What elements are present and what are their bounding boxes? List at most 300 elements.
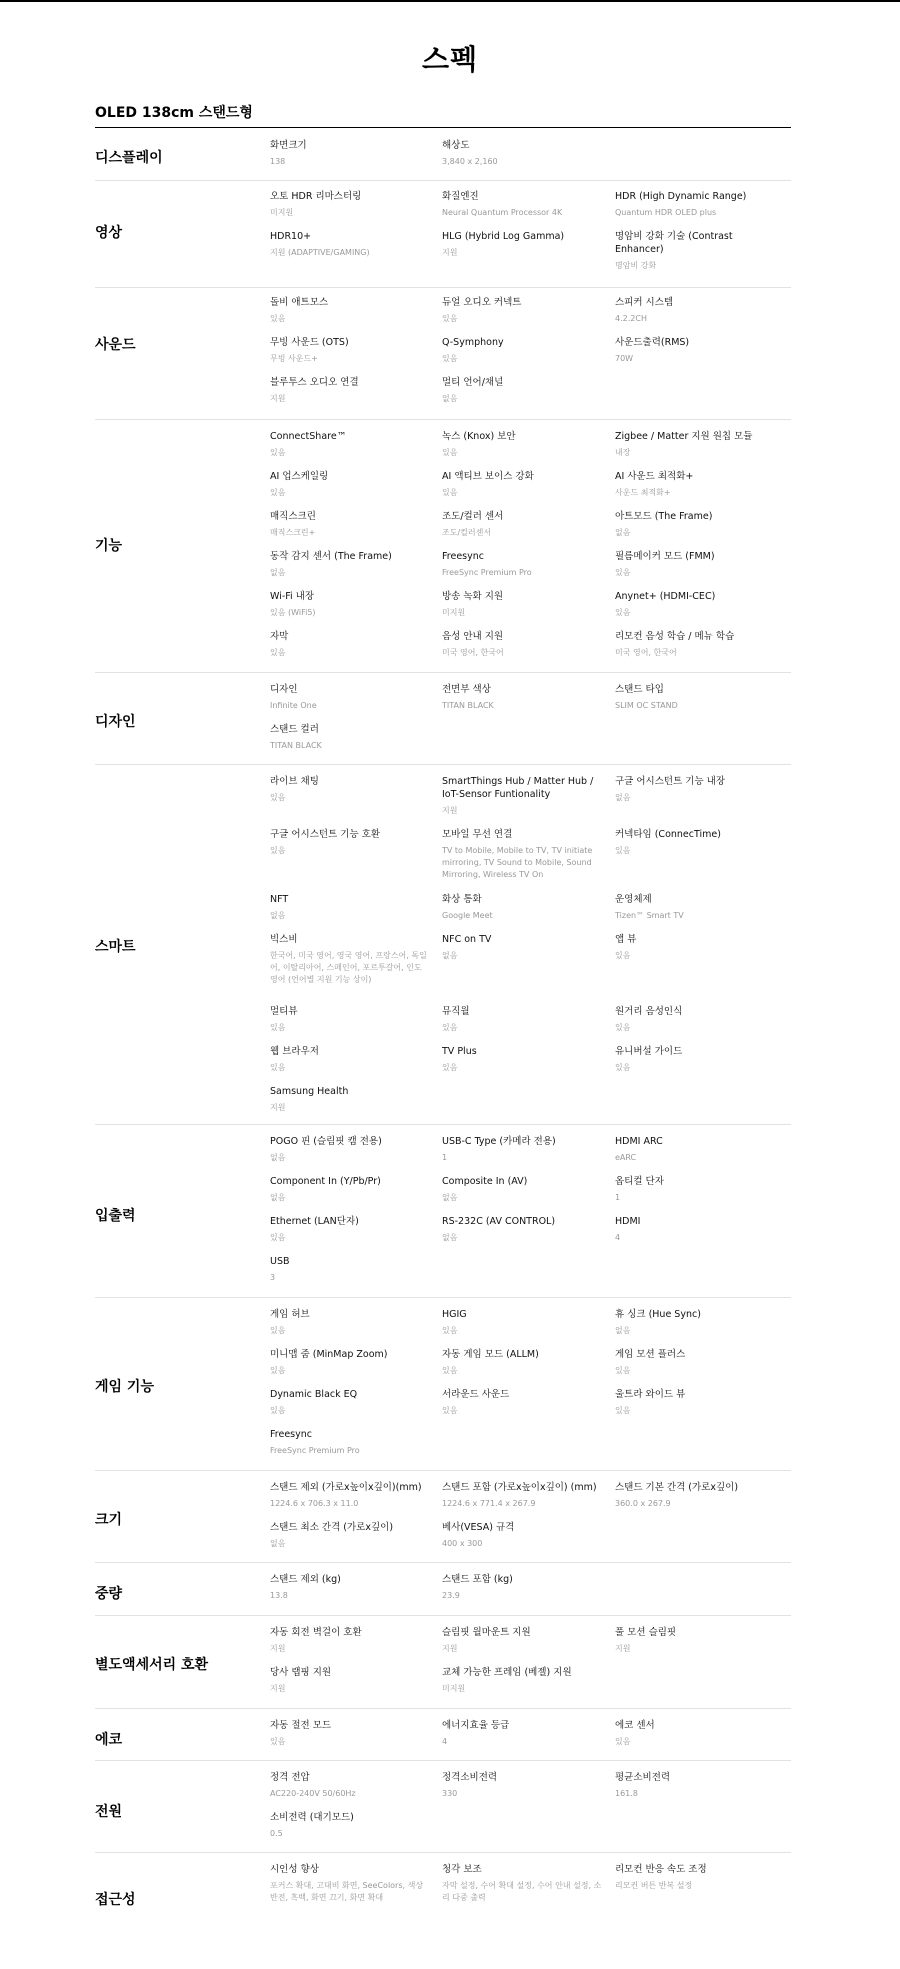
spec-item [615, 1005, 775, 1034]
spec-label: 듀얼 오디오 커넥트 [442, 297, 522, 308]
spec-label: 웹 브라우저 [270, 1046, 319, 1057]
spec-value: 3,840 x 2,160 [442, 157, 498, 166]
spec-section [95, 420, 791, 673]
spec-value: 23.9 [442, 1591, 460, 1600]
spec-item [615, 1215, 775, 1244]
spec-value: 있음 [270, 1406, 286, 1415]
spec-item [270, 1308, 430, 1337]
spec-value: 없음 [442, 394, 458, 403]
spec-item [615, 550, 775, 579]
spec-label: 평균소비전력 [615, 1772, 671, 1783]
spec-label: 스탠드 최소 간격 (가로x깊이) [270, 1522, 394, 1533]
spec-label: 동작 감지 센서 (The Frame) [270, 551, 392, 562]
spec-label: 스탠드 제외 (가로x높이x깊이)(mm) [270, 1482, 422, 1493]
spec-label: 미니맵 줌 (MinMap Zoom) [270, 1349, 388, 1360]
spec-label: 시인성 향상 [270, 1864, 319, 1875]
spec-value: 있음 [270, 488, 286, 497]
spec-item [270, 828, 430, 857]
spec-label: ConnectShare™ [270, 431, 347, 442]
spec-value: 사운드 최적화+ [615, 488, 671, 497]
spec-item [615, 1135, 775, 1164]
section-title: 전원 [95, 1804, 123, 1820]
spec-label: 앱 뷰 [615, 934, 637, 945]
spec-label: 구글 어시스턴트 기능 호환 [270, 829, 381, 840]
spec-label: Ethernet (LAN단자) [270, 1216, 359, 1227]
spec-label: Samsung Health [270, 1086, 349, 1097]
spec-item [270, 775, 430, 804]
spec-item [270, 510, 430, 539]
spec-label: 블루투스 오디오 연결 [270, 377, 359, 388]
spec-value: 없음 [270, 1153, 286, 1162]
spec-label: 리모컨 음성 학습 / 메뉴 학습 [615, 631, 735, 642]
spec-value: Google Meet [442, 911, 493, 920]
spec-item [615, 893, 775, 922]
spec-value: Tizen™ Smart TV [615, 911, 684, 920]
spec-label: 에너지효율 등급 [442, 1720, 510, 1731]
spec-item [442, 470, 602, 499]
product-divider [95, 127, 791, 128]
spec-label: 원거리 음성인식 [615, 1006, 683, 1017]
spec-value: 있음 (WiFi5) [270, 608, 316, 617]
spec-item [270, 296, 430, 325]
spec-item [270, 590, 430, 619]
spec-value: 무빙 사운드+ [270, 354, 318, 363]
section-title: 별도액세서리 호환 [95, 1657, 209, 1673]
spec-item [615, 1771, 775, 1800]
spec-item [442, 1481, 602, 1510]
spec-section [95, 137, 791, 181]
spec-label: 아트모드 (The Frame) [615, 511, 713, 522]
spec-label: 정격소비전력 [442, 1772, 498, 1783]
spec-item [615, 590, 775, 619]
spec-item [442, 1771, 602, 1800]
spec-label: 해상도 [442, 140, 470, 151]
spec-item [615, 933, 775, 962]
spec-label: 빅스비 [270, 934, 298, 945]
spec-value: 있음 [270, 1233, 286, 1242]
spec-label: 자동 회전 벽걸이 호환 [270, 1627, 362, 1638]
spec-item [442, 296, 602, 325]
spec-value: 있음 [615, 1366, 631, 1375]
spec-value: AC220-240V 50/60Hz [270, 1789, 356, 1798]
spec-label: HGIG [442, 1309, 467, 1320]
spec-value: 있음 [270, 1326, 286, 1335]
spec-item [615, 630, 775, 659]
spec-label: HDR (High Dynamic Range) [615, 191, 747, 202]
spec-value: 있음 [270, 1023, 286, 1032]
spec-item [442, 190, 602, 219]
spec-label: 운영체제 [615, 894, 652, 905]
spec-item [442, 933, 602, 962]
spec-label: 뮤직월 [442, 1006, 470, 1017]
spec-item [442, 550, 602, 579]
spec-value: 있음 [615, 1023, 631, 1032]
spec-label: USB-C Type (카메라 전용) [442, 1136, 556, 1147]
spec-value: 포커스 확대, 고대비 화면, SeeColors, 색상 반전, 흑백, 화면 끄기, 화면 확대 [270, 1881, 424, 1902]
spec-value: 138 [270, 157, 286, 166]
spec-value: 있음 [270, 448, 286, 457]
spec-item [615, 430, 775, 459]
spec-item [442, 590, 602, 619]
spec-label: 에코 센서 [615, 1720, 655, 1731]
spec-item [270, 430, 430, 459]
spec-label: HLG (Hybrid Log Gamma) [442, 231, 565, 242]
spec-item [270, 230, 430, 259]
spec-label: NFC on TV [442, 934, 492, 945]
spec-label: 울트라 와이드 뷰 [615, 1389, 686, 1400]
spec-label: TV Plus [442, 1046, 477, 1057]
spec-label: 소비전력 (대기모드) [270, 1812, 354, 1823]
spec-section [95, 1616, 791, 1709]
spec-value: SLIM OC STAND [615, 701, 678, 710]
spec-value: 미지원 [442, 1684, 466, 1693]
spec-label: 화상 통화 [442, 894, 482, 905]
spec-value: TV to Mobile, Mobile to TV, TV initiate mirroring, TV Sound to Mobile, Sound Mirroring, Wireless TV On [442, 846, 593, 879]
section-title: 스마트 [95, 939, 136, 955]
spec-item [615, 1348, 775, 1377]
spec-value: 있음 [442, 354, 458, 363]
spec-value: 있음 [442, 1406, 458, 1415]
spec-label: Q-Symphony [442, 337, 504, 348]
spec-value: 미국 영어, 한국어 [615, 648, 677, 657]
spec-label: 멀티뷰 [270, 1006, 298, 1017]
spec-section [95, 1125, 791, 1298]
spec-value: 400 x 300 [442, 1539, 483, 1548]
spec-value: 4 [442, 1737, 448, 1746]
spec-section [95, 288, 791, 420]
spec-value: 4.2.2CH [615, 314, 647, 323]
spec-item [442, 430, 602, 459]
spec-item [270, 1428, 430, 1457]
spec-section [95, 765, 791, 1125]
spec-value: 내장 [615, 448, 631, 457]
spec-value: 1 [442, 1153, 448, 1162]
spec-label: 슬림핏 월마운트 지원 [442, 1627, 531, 1638]
spec-item [615, 190, 775, 219]
spec-value: 없음 [270, 1193, 286, 1202]
spec-label: 디자인 [270, 684, 298, 695]
spec-value: 없음 [615, 793, 631, 802]
spec-label: 스피커 시스템 [615, 297, 674, 308]
spec-item [270, 1005, 430, 1034]
spec-section [95, 182, 791, 288]
section-title: 접근성 [95, 1892, 136, 1908]
spec-value: FreeSync Premium Pro [442, 568, 532, 577]
spec-item [442, 1388, 602, 1417]
spec-item [270, 336, 430, 365]
spec-label: Dynamic Black EQ [270, 1389, 358, 1400]
spec-value: 없음 [270, 911, 286, 920]
spec-item [442, 683, 602, 712]
spec-item [442, 1521, 602, 1550]
spec-item [270, 1811, 430, 1840]
spec-item [615, 1308, 775, 1337]
spec-label: AI 사운드 최적화+ [615, 471, 694, 482]
spec-value: 없음 [615, 1326, 631, 1335]
spec-value: 없음 [270, 1539, 286, 1548]
spec-value: 1224.6 x 771.4 x 267.9 [442, 1499, 536, 1508]
spec-value: 없음 [442, 951, 458, 960]
spec-value: 지원 [442, 1644, 458, 1653]
section-title: 게임 기능 [95, 1379, 154, 1395]
spec-label: Composite In (AV) [442, 1176, 528, 1187]
spec-item [270, 1863, 430, 1904]
spec-label: 스탠드 컬러 [270, 724, 319, 735]
spec-value: 지원 [270, 1684, 286, 1693]
spec-item [615, 1626, 775, 1655]
spec-label: 녹스 (Knox) 보안 [442, 431, 516, 442]
spec-label: 스탠드 타입 [615, 684, 664, 695]
spec-value: 있음 [442, 1023, 458, 1032]
spec-item [270, 1348, 430, 1377]
spec-label: 구글 어시스턴트 기능 내장 [615, 776, 726, 787]
spec-value: 지원 [270, 1103, 286, 1112]
spec-label: 게임 허브 [270, 1309, 310, 1320]
spec-value: 있음 [442, 488, 458, 497]
spec-value: 있음 [442, 1063, 458, 1072]
spec-item [615, 1045, 775, 1074]
spec-value: 자막 설정, 수어 확대 설정, 수어 안내 설정, 소리 다중 출력 [442, 1881, 602, 1902]
spec-label: Component In (Y/Pb/Pr) [270, 1176, 381, 1187]
spec-label: 풀 모션 슬림핏 [615, 1627, 677, 1638]
spec-value: 있음 [615, 1406, 631, 1415]
spec-item [442, 230, 602, 259]
spec-item [442, 1573, 602, 1602]
spec-item [442, 139, 602, 168]
spec-item [442, 1348, 602, 1377]
spec-value: 지원 [270, 1644, 286, 1653]
spec-item [270, 376, 430, 405]
spec-item [442, 1626, 602, 1655]
spec-value: 4 [615, 1233, 621, 1242]
spec-label: Wi-Fi 내장 [270, 591, 315, 602]
spec-label: Freesync [270, 1429, 312, 1440]
section-title: 영상 [95, 225, 123, 241]
spec-value: TITAN BLACK [270, 741, 322, 750]
spec-item [442, 1308, 602, 1337]
spec-value: 있음 [442, 1366, 458, 1375]
spec-item [442, 775, 602, 817]
section-title: 입출력 [95, 1208, 136, 1224]
spec-item [270, 1666, 430, 1695]
spec-item [270, 139, 430, 168]
spec-item [270, 1175, 430, 1204]
spec-label: RS-232C (AV CONTROL) [442, 1216, 556, 1227]
spec-value: 명암비 강화 [615, 261, 657, 270]
spec-value: Quantum HDR OLED plus [615, 208, 717, 217]
spec-item [442, 1045, 602, 1074]
spec-label: 라이브 채팅 [270, 776, 319, 787]
spec-label: 정격 전압 [270, 1772, 310, 1783]
spec-value: 없음 [442, 1193, 458, 1202]
spec-section [95, 1853, 791, 1963]
section-title: 사운드 [95, 337, 136, 353]
spec-value: 지원 [615, 1644, 631, 1653]
spec-value: 있음 [270, 1737, 286, 1746]
spec-item [270, 630, 430, 659]
spec-label: POGO 핀 (슬림핏 캠 전용) [270, 1136, 382, 1147]
spec-label: Freesync [442, 551, 484, 562]
spec-value: eARC [615, 1153, 637, 1162]
spec-value: 지원 [270, 394, 286, 403]
spec-value: FreeSync Premium Pro [270, 1446, 360, 1455]
spec-section [95, 1471, 791, 1563]
spec-value: 있음 [442, 448, 458, 457]
spec-label: Anynet+ (HDMI-CEC) [615, 591, 716, 602]
spec-item [615, 470, 775, 499]
spec-value: TITAN BLACK [442, 701, 494, 710]
spec-item [270, 1255, 430, 1284]
spec-item [442, 893, 602, 922]
spec-label: 베사(VESA) 규격 [442, 1522, 515, 1533]
spec-label: 스탠드 포함 (가로x높이x깊이) (mm) [442, 1482, 597, 1493]
spec-label: 스탠드 기본 간격 (가로x깊이) [615, 1482, 739, 1493]
spec-item [270, 190, 430, 219]
spec-value: 리모컨 버튼 반복 설정 [615, 1881, 693, 1890]
spec-value: 있음 [270, 648, 286, 657]
spec-item [442, 1863, 602, 1904]
spec-label: 오토 HDR 리마스터링 [270, 191, 362, 202]
spec-item [442, 376, 602, 405]
spec-label: 사운드출력(RMS) [615, 337, 690, 348]
spec-item [270, 1719, 430, 1748]
section-title: 중량 [95, 1586, 123, 1602]
spec-value: 있음 [615, 1063, 631, 1072]
section-title: 에코 [95, 1732, 123, 1748]
spec-label: NFT [270, 894, 289, 905]
spec-value: 13.8 [270, 1591, 288, 1600]
spec-item [270, 1521, 430, 1550]
spec-section [95, 1761, 791, 1853]
spec-value: 없음 [442, 1233, 458, 1242]
top-border [0, 0, 900, 2]
spec-label: 청각 보조 [442, 1864, 482, 1875]
spec-label: 매직스크린 [270, 511, 316, 522]
spec-value: 있음 [270, 1366, 286, 1375]
spec-label: 옵티컬 단자 [615, 1176, 664, 1187]
spec-label: HDMI ARC [615, 1136, 663, 1147]
spec-label: 돌비 애트모스 [270, 297, 329, 308]
spec-item [615, 1175, 775, 1204]
spec-item [615, 1863, 775, 1892]
spec-item [442, 630, 602, 659]
spec-value: 조도/컬러센서 [442, 528, 492, 537]
spec-label: 방송 녹화 지원 [442, 591, 504, 602]
spec-item [270, 1085, 430, 1114]
spec-item [270, 723, 430, 752]
spec-item [615, 296, 775, 325]
spec-item [615, 336, 775, 365]
spec-label: 조도/컬러 센서 [442, 511, 504, 522]
spec-value: 161.8 [615, 1789, 638, 1798]
spec-value: 있음 [615, 1737, 631, 1746]
spec-item [270, 1573, 430, 1602]
spec-label: 커넥타임 (ConnecTime) [615, 829, 721, 840]
spec-value: 330 [442, 1789, 458, 1798]
section-title: 디자인 [95, 714, 136, 730]
spec-value: 지원 [442, 806, 458, 815]
spec-value: 70W [615, 354, 634, 363]
spec-item [615, 1481, 775, 1510]
spec-label: 전면부 색상 [442, 684, 491, 695]
spec-value: 있음 [270, 793, 286, 802]
spec-value: 지원 [442, 248, 458, 257]
spec-value: 미지원 [442, 608, 466, 617]
section-divider [95, 180, 791, 181]
spec-item [442, 1666, 602, 1695]
spec-item [442, 336, 602, 365]
spec-value: Neural Quantum Processor 4K [442, 208, 563, 217]
product-name: OLED 138cm 스탠드형 [95, 105, 253, 121]
spec-value: 있음 [442, 314, 458, 323]
spec-label: 멀티 언어/채널 [442, 377, 504, 388]
spec-label: 자막 [270, 631, 289, 642]
spec-value: 미국 영어, 한국어 [442, 648, 504, 657]
spec-item [442, 828, 602, 881]
spec-label: 스탠드 제외 (kg) [270, 1574, 341, 1585]
spec-value: 없음 [615, 528, 631, 537]
spec-section [95, 1709, 791, 1761]
spec-item [270, 470, 430, 499]
spec-item [615, 510, 775, 539]
spec-label: 당사 랩핑 지원 [270, 1667, 332, 1678]
spec-section [95, 673, 791, 765]
spec-value: 있음 [615, 568, 631, 577]
spec-label: 모바일 무선 연결 [442, 829, 513, 840]
spec-value: 지원 (ADAPTIVE/GAMING) [270, 248, 370, 257]
spec-value: 있음 [615, 608, 631, 617]
spec-label: 리모컨 반응 속도 조정 [615, 1864, 707, 1875]
spec-item [615, 1719, 775, 1748]
spec-label: HDR10+ [270, 231, 312, 242]
spec-value: 360.0 x 267.9 [615, 1499, 671, 1508]
section-title: 디스플레이 [95, 150, 163, 166]
spec-label: HDMI [615, 1216, 641, 1227]
spec-label: 무빙 사운드 (OTS) [270, 337, 349, 348]
spec-label: AI 액티브 보이스 강화 [442, 471, 534, 482]
spec-item [270, 1045, 430, 1074]
spec-label: 필름메이커 모드 (FMM) [615, 551, 715, 562]
spec-value: 있음 [270, 1063, 286, 1072]
spec-item [270, 1135, 430, 1164]
spec-label: 자동 게임 모드 (ALLM) [442, 1349, 539, 1360]
spec-item [442, 1175, 602, 1204]
spec-value: 있음 [442, 1326, 458, 1335]
spec-label: 음성 안내 지원 [442, 631, 504, 642]
spec-value: 없음 [270, 568, 286, 577]
spec-value: 있음 [270, 846, 286, 855]
spec-label: 서라운드 사운드 [442, 1389, 510, 1400]
spec-label: Zigbee / Matter 지원 원칩 모듈 [615, 431, 753, 442]
spec-value: 3 [270, 1273, 276, 1282]
spec-item [615, 1388, 775, 1417]
spec-label: SmartThings Hub / Matter Hub / IoT-Sensor Funtionality [442, 776, 594, 800]
spec-label: 자동 절전 모드 [270, 1720, 332, 1731]
spec-item [270, 893, 430, 922]
spec-value: 0.5 [270, 1829, 283, 1838]
spec-value: 있음 [270, 314, 286, 323]
spec-item [270, 1626, 430, 1655]
spec-section [95, 1563, 791, 1616]
spec-item [442, 1135, 602, 1164]
spec-value: 미지원 [270, 208, 294, 217]
spec-label: 화질엔진 [442, 191, 479, 202]
spec-label: 명암비 강화 기술 (Contrast Enhancer) [615, 231, 733, 255]
spec-item [615, 230, 775, 272]
spec-value: 1 [615, 1193, 621, 1202]
spec-item [442, 1719, 602, 1748]
spec-item [270, 1481, 430, 1510]
